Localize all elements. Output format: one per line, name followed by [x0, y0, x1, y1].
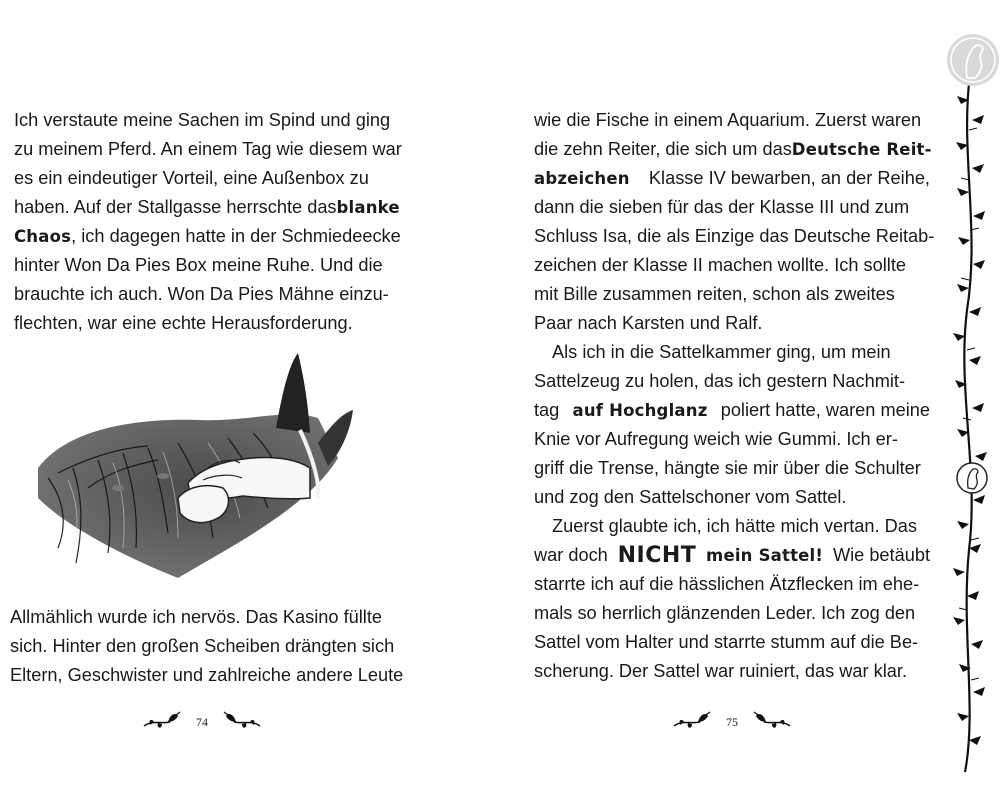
flower-ornament-icon: [142, 710, 182, 734]
text-line: Knie vor Aufregung weich wie Gummi. Ich er-: [534, 429, 898, 449]
thorny-vine-border: [945, 30, 1000, 775]
highlight-text: mein Sattel!: [706, 546, 824, 565]
flower-ornament-icon: [752, 710, 792, 734]
right-text-block: [534, 106, 935, 686]
text-line: Sattelzeug zu holen, das ich gestern Nachmit-: [534, 371, 906, 391]
text-line: starrte ich auf die hässlichen Ätzflecken im ehe-: [534, 574, 920, 594]
flower-ornament-icon: [222, 710, 262, 734]
text-line: haben. Auf der Stallgasse herrschte das blanke: [14, 193, 398, 222]
text-line: Als ich in die Sattelkammer ging, um mein: [552, 342, 891, 362]
text-line: tag auf Hochglanz poliert hatte, waren meine: [534, 396, 930, 425]
highlight-text: auf Hochglanz: [572, 401, 708, 420]
left-paragraph-1: [14, 106, 402, 338]
horse-mane-braiding-illustration: [28, 348, 368, 588]
page-number-footer: [672, 710, 792, 734]
text-line: Allmählich wurde ich nervös. Das Kasino füllte: [10, 607, 383, 627]
text-line: hinter Won Da Pies Box meine Ruhe. Und die: [14, 255, 383, 275]
page-number: 74: [196, 714, 208, 729]
text-line: die zehn Reiter, die sich um das Deutsche Reit-: [534, 135, 930, 164]
text-line: scherung. Der Sattel war ruiniert, das war klar.: [534, 661, 907, 681]
text-line: Paar nach Karsten und Ralf.: [534, 313, 763, 333]
text-line: Zuerst glaubte ich, ich hätte mich vertan. Das: [552, 516, 917, 536]
flower-ornament-icon: [672, 710, 712, 734]
highlight-text: abzeichen: [534, 169, 630, 188]
text-line: war doch NICHT mein Sattel! Wie betäubt: [534, 543, 930, 568]
text-line: zu meinem Pferd. An einem Tag wie diesem war: [14, 139, 402, 159]
text-line: abzeichen Klasse IV bewarben, an der Reihe,: [534, 164, 930, 193]
text-line: sich. Hinter den großen Scheiben drängten sich: [10, 636, 395, 656]
text-line: Chaos, ich dagegen hatte in der Schmiedeecke: [14, 226, 401, 246]
page-number: 75: [726, 714, 738, 729]
horse-head-medallion-icon: [957, 463, 987, 493]
text-line: Sattel vom Halter und starrte stumm auf die Be-: [534, 632, 919, 652]
text-line: zeichen der Klasse II machen wollte. Ich sollte: [534, 255, 907, 275]
text-line: mals so herrlich glänzenden Leder. Ich zog den: [534, 603, 916, 623]
text-line: und zog den Sattelschoner vom Sattel.: [534, 487, 847, 507]
horse-head-medallion-icon: [947, 34, 999, 86]
text-line: dann die sieben für das der Klasse III und zum: [534, 197, 910, 217]
highlight-text: blanke: [336, 198, 400, 217]
text-line: mit Bille zusammen reiten, schon als zweites: [534, 284, 895, 304]
text-line: Ich verstaute meine Sachen im Spind und ging: [14, 110, 391, 130]
emphasis-text: NICHT: [617, 543, 697, 568]
left-paragraph-2: [10, 603, 404, 690]
highlight-text: Chaos: [14, 227, 72, 246]
text-line: brauchte ich auch. Won Da Pies Mähne einzu-: [14, 284, 389, 304]
text-line: es ein eindeutiger Vorteil, eine Außenbox zu: [14, 168, 369, 188]
text-line: wie die Fische in einem Aquarium. Zuerst waren: [534, 110, 922, 130]
text-line: Eltern, Geschwister und zahlreiche andere Leute: [10, 665, 404, 685]
text-line: Schluss Isa, die als Einzige das Deutsche Reitab-: [534, 226, 935, 246]
text-line: griff die Trense, hängte sie mir über die Schulter: [534, 458, 921, 478]
text-line: flechten, war eine echte Herausforderung.: [14, 313, 353, 333]
right-page: [500, 0, 1000, 800]
page-number-footer: [142, 710, 262, 734]
highlight-text: Deutsche Reit-: [791, 140, 932, 159]
